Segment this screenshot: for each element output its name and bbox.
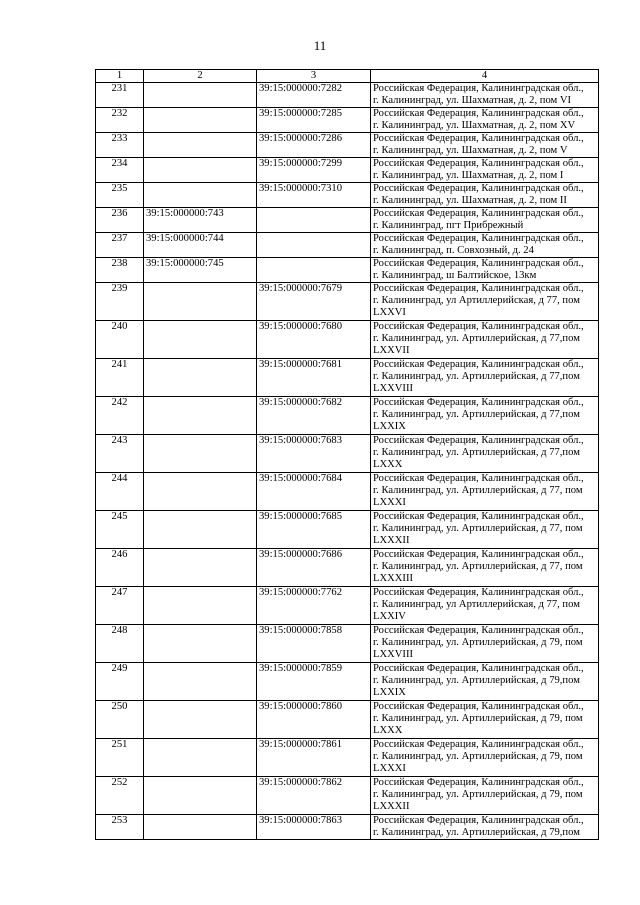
page-number: 11	[313, 38, 327, 53]
table-row	[96, 663, 599, 701]
row-number: 244	[96, 473, 144, 511]
table-row	[96, 815, 599, 840]
row-number: 246	[96, 549, 144, 587]
table-row	[96, 511, 599, 549]
cadastral-number-col3: 39:15:000000:7684	[257, 473, 371, 511]
row-number: 239	[96, 283, 144, 321]
address: Российская Федерация, Калининградская обл., г. Калининград, ул. Артиллерийская, д 77,пом LXXVII	[371, 321, 599, 359]
row-number: 238	[96, 258, 144, 283]
row-number: 235	[96, 183, 144, 208]
cadastral-number-col2	[144, 321, 257, 359]
table-row	[96, 397, 599, 435]
cadastral-number-col3: 39:15:000000:7299	[257, 158, 371, 183]
cadastral-number-col3: 39:15:000000:7286	[257, 133, 371, 158]
row-number: 233	[96, 133, 144, 158]
cadastral-number-col3: 39:15:000000:7685	[257, 511, 371, 549]
address: Российская Федерация, Калининградская обл., г. Калининград, ул. Шахматная, д. 2, пом I	[371, 158, 599, 183]
address: Российская Федерация, Калининградская обл., г. Калининград, ул Артиллерийская, д 77, пом LXXVI	[371, 283, 599, 321]
cadastral-number-col2: 39:15:000000:745	[144, 258, 257, 283]
row-number: 248	[96, 625, 144, 663]
row-number: 237	[96, 233, 144, 258]
cadastral-number-col3: 39:15:000000:7862	[257, 777, 371, 815]
cadastral-number-col2	[144, 815, 257, 840]
table-row	[96, 83, 599, 108]
row-number: 234	[96, 158, 144, 183]
address: Российская Федерация, Калининградская обл., г. Калининград, ул. Шахматная, д. 2, пом VI	[371, 83, 599, 108]
address: Российская Федерация, Калининградская обл., г. Калининград, ул. Артиллерийская, д 79,пом	[371, 815, 599, 840]
table-row	[96, 208, 599, 233]
cadastral-number-col2	[144, 549, 257, 587]
address: Российская Федерация, Калининградская обл., г. Калининград, ул. Шахматная, д. 2, пом V	[371, 133, 599, 158]
address: Российская Федерация, Калининградская обл., г. Калининград, ул. Артиллерийская, д 79,пом LXXIX	[371, 663, 599, 701]
cadastral-number-col3: 39:15:000000:7861	[257, 739, 371, 777]
registry-table	[95, 69, 599, 840]
cadastral-number-col2	[144, 158, 257, 183]
address: Российская Федерация, Калининградская обл., г. Калининград, пгт Прибрежный	[371, 208, 599, 233]
address: Российская Федерация, Калининградская обл., г. Калининград, ул. Артиллерийская, д 79, пом LXXXI	[371, 739, 599, 777]
row-number: 232	[96, 108, 144, 133]
cadastral-number-col3: 39:15:000000:7858	[257, 625, 371, 663]
cadastral-number-col3	[257, 208, 371, 233]
cadastral-number-col2	[144, 83, 257, 108]
column-header-1: 1	[96, 70, 144, 83]
cadastral-number-col2	[144, 359, 257, 397]
cadastral-number-col2	[144, 183, 257, 208]
row-number: 252	[96, 777, 144, 815]
cadastral-number-col3: 39:15:000000:7683	[257, 435, 371, 473]
cadastral-number-col3: 39:15:000000:7686	[257, 549, 371, 587]
cadastral-number-col2	[144, 777, 257, 815]
row-number: 251	[96, 739, 144, 777]
cadastral-number-col3: 39:15:000000:7680	[257, 321, 371, 359]
cadastral-number-col3: 39:15:000000:7282	[257, 83, 371, 108]
cadastral-number-col2	[144, 473, 257, 511]
column-header-2: 2	[144, 70, 257, 83]
address: Российская Федерация, Калининградская обл., г. Калининград, ул. Артиллерийская, д 77,пом LXXVIII	[371, 359, 599, 397]
table-row	[96, 359, 599, 397]
table-row	[96, 435, 599, 473]
cadastral-number-col3: 39:15:000000:7859	[257, 663, 371, 701]
column-header-3: 3	[257, 70, 371, 83]
header-row	[96, 70, 599, 83]
address: Российская Федерация, Калининградская обл., г. Калининград, ул. Артиллерийская, д 77,пом LXXIX	[371, 397, 599, 435]
table-row	[96, 701, 599, 739]
table-row	[96, 108, 599, 133]
cadastral-number-col2	[144, 511, 257, 549]
row-number: 249	[96, 663, 144, 701]
table-row	[96, 158, 599, 183]
table-row	[96, 183, 599, 208]
column-header-4: 4	[371, 70, 599, 83]
table-row	[96, 133, 599, 158]
row-number: 245	[96, 511, 144, 549]
address: Российская Федерация, Калининградская обл., г. Калининград, ул. Артиллерийская, д 77, пом LXXXII	[371, 511, 599, 549]
cadastral-number-col2	[144, 663, 257, 701]
address: Российская Федерация, Калининградская обл., г. Калининград, ул. Артиллерийская, д 79, пом LXXXII	[371, 777, 599, 815]
row-number: 247	[96, 587, 144, 625]
table-row	[96, 587, 599, 625]
address: Российская Федерация, Калининградская обл., г. Калининград, п. Совхозный, д. 24	[371, 233, 599, 258]
address: Российская Федерация, Калининградская обл., г. Калининград, ул. Артиллерийская, д 79, пом LXXX	[371, 701, 599, 739]
cadastral-number-col2: 39:15:000000:743	[144, 208, 257, 233]
cadastral-number-col3: 39:15:000000:7682	[257, 397, 371, 435]
address: Российская Федерация, Калининградская обл., г. Калининград, ул. Артиллерийская, д 77, пом LXXXIII	[371, 549, 599, 587]
row-number: 243	[96, 435, 144, 473]
table-row	[96, 233, 599, 258]
cadastral-number-col2	[144, 625, 257, 663]
row-number: 242	[96, 397, 144, 435]
address: Российская Федерация, Калининградская обл., г. Калининград, ул. Артиллерийская, д 77, пом LXXXI	[371, 473, 599, 511]
address: Российская Федерация, Калининградская обл., г. Калининград, ул. Шахматная, д. 2, пом II	[371, 183, 599, 208]
row-number: 231	[96, 83, 144, 108]
cadastral-number-col2	[144, 133, 257, 158]
cadastral-number-col3: 39:15:000000:7863	[257, 815, 371, 840]
address: Российская Федерация, Калининградская обл., г. Калининград, ул. Шахматная, д. 2, пом XV	[371, 108, 599, 133]
row-number: 250	[96, 701, 144, 739]
cadastral-number-col3	[257, 233, 371, 258]
cadastral-number-col2	[144, 739, 257, 777]
cadastral-number-col2	[144, 283, 257, 321]
cadastral-number-col3: 39:15:000000:7681	[257, 359, 371, 397]
cadastral-number-col3: 39:15:000000:7860	[257, 701, 371, 739]
cadastral-number-col2	[144, 701, 257, 739]
cadastral-number-col2	[144, 108, 257, 133]
table-row	[96, 473, 599, 511]
address: Российская Федерация, Калининградская обл., г. Калининград, ул. Артиллерийская, д 77,пом LXXX	[371, 435, 599, 473]
cadastral-number-col2: 39:15:000000:744	[144, 233, 257, 258]
cadastral-number-col3: 39:15:000000:7310	[257, 183, 371, 208]
cadastral-number-col3: 39:15:000000:7762	[257, 587, 371, 625]
table-row	[96, 283, 599, 321]
address: Российская Федерация, Калининградская обл., г. Калининград, ул. Артиллерийская, д 79, пом LXXVIII	[371, 625, 599, 663]
cadastral-number-col3: 39:15:000000:7285	[257, 108, 371, 133]
table-row	[96, 625, 599, 663]
row-number: 240	[96, 321, 144, 359]
address: Российская Федерация, Калининградская обл., г. Калининград, ш Балтийское, 13км	[371, 258, 599, 283]
cadastral-number-col2	[144, 435, 257, 473]
table-row	[96, 258, 599, 283]
address: Российская Федерация, Калининградская обл., г. Калининград, ул Артиллерийская, д 77, пом LXXIV	[371, 587, 599, 625]
table-row	[96, 321, 599, 359]
cadastral-number-col2	[144, 397, 257, 435]
table-body	[96, 83, 599, 840]
row-number: 236	[96, 208, 144, 233]
cadastral-number-col3	[257, 258, 371, 283]
table-row	[96, 777, 599, 815]
table-row	[96, 549, 599, 587]
row-number: 253	[96, 815, 144, 840]
cadastral-number-col2	[144, 587, 257, 625]
table-row	[96, 739, 599, 777]
cadastral-number-col3: 39:15:000000:7679	[257, 283, 371, 321]
row-number: 241	[96, 359, 144, 397]
